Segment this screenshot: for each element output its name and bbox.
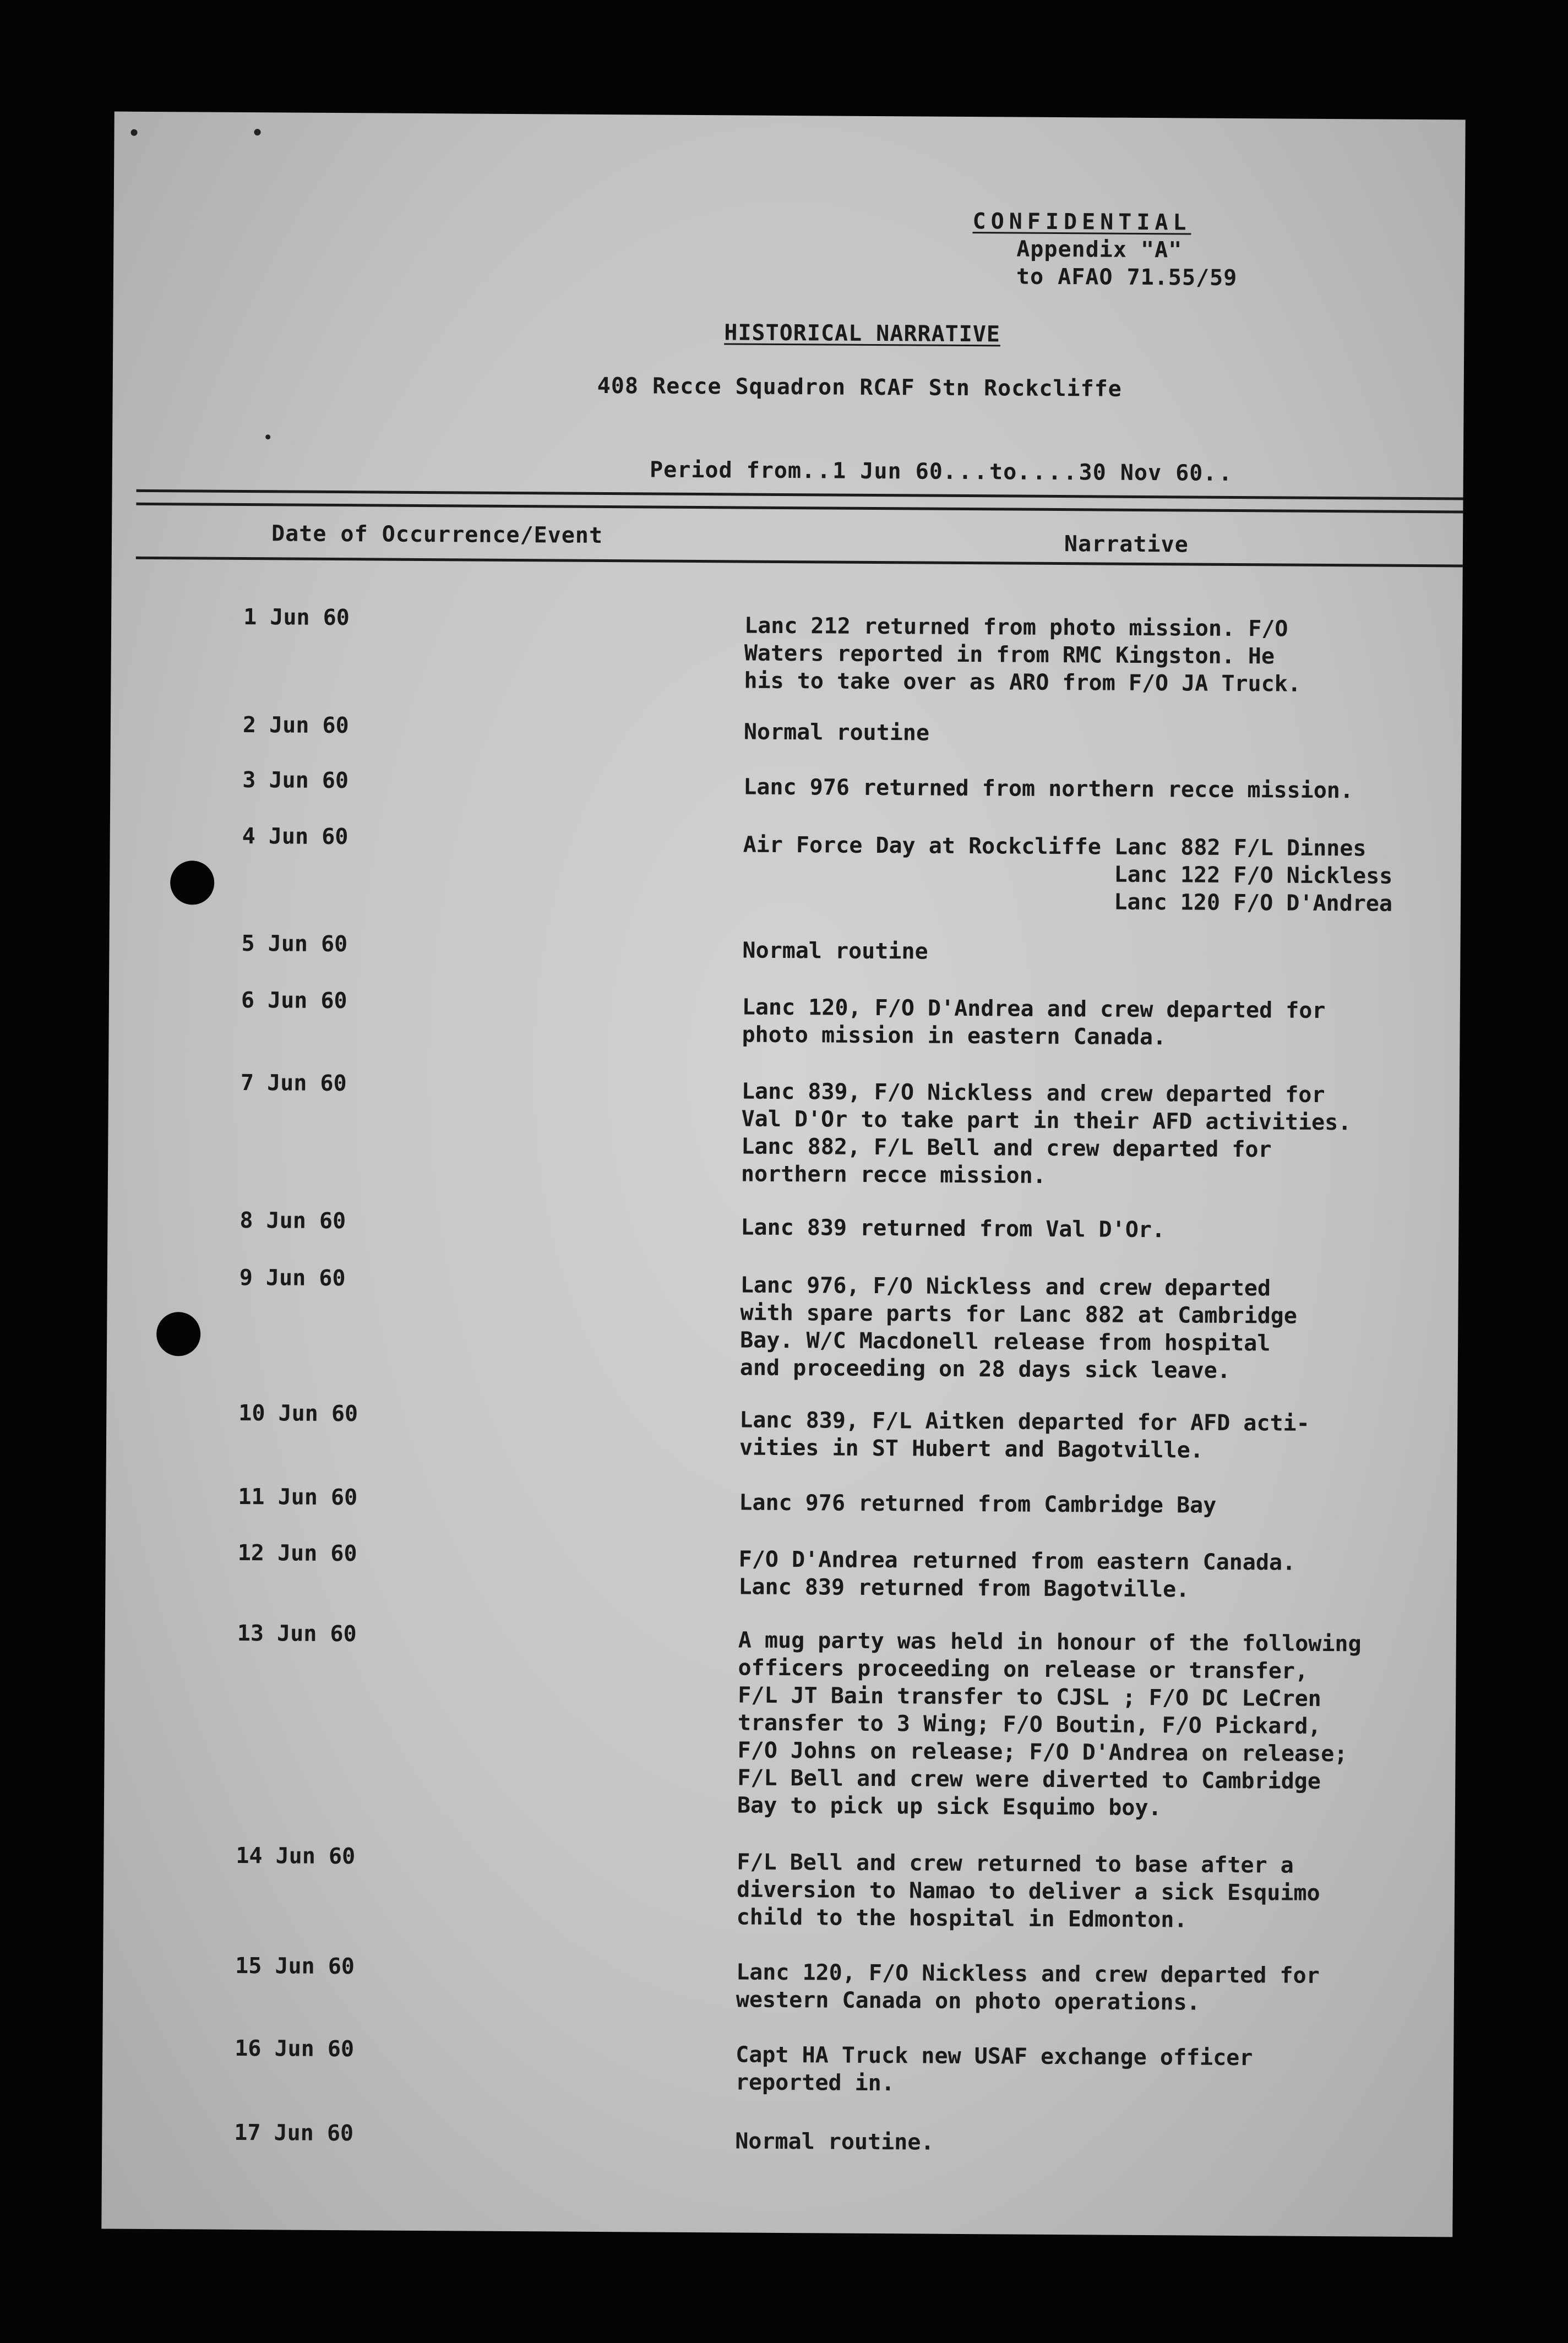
entry-narrative: Normal routine <box>742 938 928 965</box>
column-header-narrative: Narrative <box>1064 531 1189 558</box>
entry-date: 15 Jun 60 <box>235 1953 355 1980</box>
entry-date: 6 Jun 60 <box>241 987 347 1014</box>
entry-narrative: Lanc 976 returned from Cambridge Bay <box>739 1490 1217 1518</box>
document-sheet <box>101 112 1465 2237</box>
entry-date: 2 Jun 60 <box>242 712 349 739</box>
entry-date: 8 Jun 60 <box>239 1207 346 1234</box>
period-to-label: to <box>989 459 1017 485</box>
period-dots: .... <box>1017 459 1079 486</box>
entry-narrative: Lanc 212 returned from photo mission. F/O Waters reported in from RMC Kingston. He his to take over as ARO from F/O JA Truck. <box>744 613 1302 697</box>
entry-date: 11 Jun 60 <box>238 1484 358 1511</box>
classification-label: CONFIDENTIAL <box>972 209 1191 236</box>
entry-date: 17 Jun 60 <box>234 2119 354 2146</box>
entry-narrative: Capt HA Truck new USAF exchange officer reported in. <box>735 2042 1253 2096</box>
entry-narrative: Lanc 120, F/O Nickless and crew departed for western Canada on photo operations. <box>736 1959 1320 2015</box>
period-dots: .. <box>1203 460 1234 486</box>
entry-narrative: Lanc 839 returned from Val D'Or. <box>741 1214 1166 1243</box>
entry-narrative: Lanc 839, F/O Nickless and crew departed for Val D'Or to take part in their AFD activities. Lanc 882, F/L Bell and crew departed for northern recce mission. <box>741 1078 1352 1189</box>
entry-date: 13 Jun 60 <box>237 1620 357 1647</box>
period-to: 30 Nov 60 <box>1079 460 1204 486</box>
entry-date: 12 Jun 60 <box>237 1540 357 1567</box>
ink-speck <box>265 434 270 439</box>
ink-speck <box>131 129 138 136</box>
entry-narrative: Lanc 839, F/L Aitken departed for AFD acti- vities in ST Hubert and Bagotville. <box>739 1407 1310 1463</box>
entry-date: 5 Jun 60 <box>241 930 348 957</box>
reference-label: to AFAO 71.55/59 <box>1016 264 1238 291</box>
entry-narrative: Normal routine. <box>735 2128 934 2155</box>
appendix-label: Appendix "A" <box>1016 236 1183 263</box>
entry-narrative: Normal routine <box>743 719 930 746</box>
period-from: 1 Jun 60 <box>832 458 944 484</box>
table-rule-header-bottom <box>136 557 1463 568</box>
column-header-date: Date of Occurrence/Event <box>271 521 603 548</box>
entry-narrative: F/O D'Andrea returned from eastern Canada. Lanc 839 returned from Bagotville. <box>738 1546 1296 1603</box>
entry-date: 1 Jun 60 <box>243 604 350 631</box>
entry-narrative: F/L Bell and crew returned to base after a diversion to Namao to deliver a sick Esquimo child to the hospital in Edmonton. <box>736 1849 1320 1933</box>
entry-narrative: Lanc 976, F/O Nickless and crew departed with spare parts for Lanc 882 at Cambridge Bay. W/C Macdonell release from hospital and proceeding on 28 days sick leave. <box>739 1272 1298 1383</box>
period-dots: ... <box>943 459 990 485</box>
entry-date: 9 Jun 60 <box>239 1265 346 1292</box>
unit-name: 408 Recce Squadron RCAF Stn Rockcliffe <box>597 373 1122 402</box>
entry-date: 4 Jun 60 <box>242 823 349 850</box>
punch-hole <box>170 860 214 904</box>
ink-speck <box>254 129 261 135</box>
punch-hole <box>156 1312 200 1356</box>
document-title: HISTORICAL NARRATIVE <box>724 320 1001 347</box>
entry-narrative: Lanc 976 returned from northern recce mission. <box>743 774 1354 804</box>
entry-date: 7 Jun 60 <box>240 1070 347 1097</box>
entry-date: 16 Jun 60 <box>235 2035 355 2062</box>
entry-narrative: Air Force Day at Rockcliffe Lanc 882 F/L Dinnes Lanc 122 F/O Nickless Lanc 120 F/O D'Andrea <box>742 832 1393 917</box>
period-line <box>594 428 1234 515</box>
entry-narrative: Lanc 120, F/O D'Andrea and crew departed for photo mission in eastern Canada. <box>742 994 1326 1050</box>
period-dots: .. <box>801 458 833 484</box>
period-label: Period from <box>649 457 802 484</box>
entry-date: 3 Jun 60 <box>242 767 349 794</box>
entry-date: 14 Jun 60 <box>236 1843 356 1870</box>
entry-date: 10 Jun 60 <box>238 1400 358 1427</box>
entry-narrative: A mug party was held in honour of the following officers proceeding on release or transfer, F/L JT Bain transfer to CJSL ; F/O DC LeCren transfer to 3 Wing; F/O Boutin, F/O Pickard, F/O Johns on release; F/O D'Andrea on release; F/L Bell and crew were diverted to Cambridge Bay to pick up sick Esquimo boy. <box>737 1627 1362 1821</box>
